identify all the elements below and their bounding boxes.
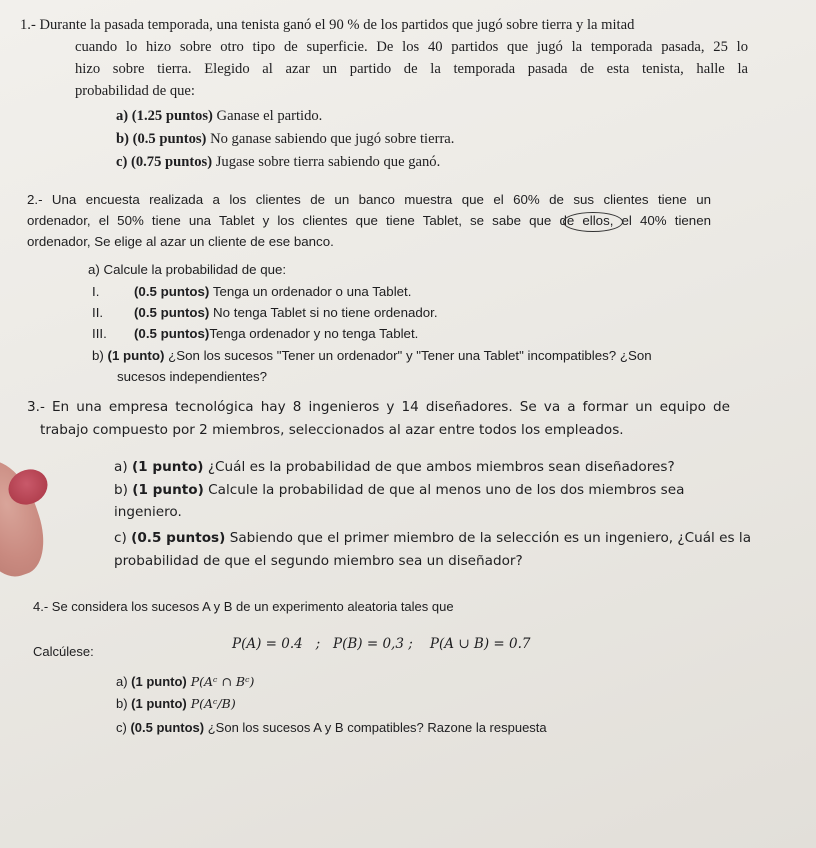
p2-item-iii xyxy=(92,327,418,340)
p1-c-points: c) (0.75 puntos) xyxy=(116,154,213,170)
p2-iii-points: (0.5 puntos) xyxy=(134,326,210,341)
p4-c-lead: c) xyxy=(116,720,131,735)
p2-item-a: a) Calcule la probabilidad de que: xyxy=(88,262,287,277)
p4-c-text: ¿Son los sucesos A y B compatibles? Razone la respuesta xyxy=(204,720,547,735)
p4-b-points: (1 punto) xyxy=(131,696,187,711)
p2-b-points: (1 punto) xyxy=(107,348,165,363)
p3-b-line-2: ingeniero. xyxy=(114,504,182,520)
p2-item-b xyxy=(92,349,652,362)
p2-i-num: I. xyxy=(92,284,100,299)
p4-b-lead: b) xyxy=(116,696,132,711)
p3-b-text: Calcule la probabilidad de que al menos uno de los dos miembros sea xyxy=(203,482,685,498)
p2-line-1: 2.- Una encuesta realizada a los clientes de un banco muestra que el 60% de sus clientes tiene un xyxy=(27,192,711,207)
p4-a-points: (1 punto) xyxy=(131,674,187,689)
p3-a-lead: a) xyxy=(114,459,132,475)
p1-a-points: a) (1.25 puntos) xyxy=(116,108,213,124)
p1-c-text: Jugase sobre tierra sabiendo que ganó. xyxy=(212,154,441,170)
p4-a-math: P(Aᶜ ∩ Bᶜ) xyxy=(186,674,255,689)
p2-item-i xyxy=(92,285,411,298)
p3-b-lead: b) xyxy=(114,482,133,498)
p4-calc-label: Calcúlese: xyxy=(33,644,94,659)
p1-a-text: Ganase el partido. xyxy=(212,108,323,124)
p4-formula: P(A) = 0.4 ; P(B) = 0,3 ; P(A ∪ B) = 0.7 xyxy=(232,636,531,652)
p2-ii-points: (0.5 puntos) xyxy=(134,305,210,320)
p3-item-a xyxy=(114,461,675,475)
p3-item-c xyxy=(114,532,751,546)
p3-c-lead: c) xyxy=(114,530,132,546)
p4-a-lead: a) xyxy=(116,674,132,689)
p4-item-a xyxy=(116,675,254,689)
p1-line-1: 1.- Durante la pasada temporada, una tenista ganó el 90 % de los partidos que jugó sobre tierra y la mitad xyxy=(20,17,635,33)
p1-item-b xyxy=(116,132,454,147)
p3-c-points: (0.5 puntos) xyxy=(131,530,226,546)
p3-b-points: (1 punto) xyxy=(132,482,204,498)
p3-c-text: Sabiendo que el primer miembro de la selección es un ingeniero, ¿Cuál es la xyxy=(225,530,752,546)
p3-c-line-2: probabilidad de que el segundo miembro sea un diseñador? xyxy=(114,553,523,569)
p2-i-points: (0.5 puntos) xyxy=(134,284,210,299)
p2-iii-text: Tenga ordenador y no tenga Tablet. xyxy=(209,326,419,341)
p3-a-text: ¿Cuál es la probabilidad de que ambos miembros sean diseñadores? xyxy=(203,459,675,475)
p2-line-3: ordenador, Se elige al azar un cliente de ese banco. xyxy=(27,234,334,249)
p1-line-3: hizo sobre tierra. Elegido al azar un partido de la temporada pasada de esta tenista, halle la xyxy=(75,61,748,77)
p2-b-lead: b) xyxy=(92,348,108,363)
p2-line-2: ordenador, el 50% tiene una Tablet y los clientes que tiene Tablet, se sabe que de ellos, el 40% tienen xyxy=(27,213,711,228)
p4-item-b xyxy=(116,697,236,711)
p2-iii-num: III. xyxy=(92,326,107,341)
p3-line-2: trabajo compuesto por 2 miembros, seleccionados al azar entre todos los empleados. xyxy=(40,422,624,438)
p1-b-text: No ganase sabiendo que jugó sobre tierra. xyxy=(206,131,455,147)
p1-b-points: b) (0.5 puntos) xyxy=(116,131,207,147)
p1-item-c xyxy=(116,155,440,170)
p3-a-points: (1 punto) xyxy=(131,459,204,475)
p2-ii-text: No tenga Tablet si no tiene ordenador. xyxy=(209,305,438,320)
p2-b-line-2: sucesos independientes? xyxy=(117,369,268,384)
p2-item-ii xyxy=(92,306,438,319)
p1-item-a xyxy=(116,109,322,124)
pen-circle-mark xyxy=(563,212,623,232)
p2-b-text: ¿Son los sucesos "Tener un ordenador" y "Tener una Tablet" incompatibles? ¿Son xyxy=(164,348,652,363)
p4-b-math: P(Aᶜ/B) xyxy=(186,696,236,711)
p4-c-points: (0.5 puntos) xyxy=(130,720,205,735)
p1-line-2: cuando lo hizo sobre otro tipo de superficie. De los 40 partidos que jugó la temporada pasada, 25 lo xyxy=(75,39,748,55)
p4-item-c xyxy=(116,721,547,734)
p3-line-1: 3.- En una empresa tecnológica hay 8 ingenieros y 14 diseñadores. Se va a formar un equipo de xyxy=(27,399,730,415)
p2-i-text: Tenga un ordenador o una Tablet. xyxy=(209,284,412,299)
p2-ii-num: II. xyxy=(92,305,104,320)
p4-intro: 4.- Se considera los sucesos A y B de un experimento aleatoria tales que xyxy=(33,599,454,614)
p3-item-b xyxy=(114,484,684,498)
p1-line-4: probabilidad de que: xyxy=(75,83,195,99)
